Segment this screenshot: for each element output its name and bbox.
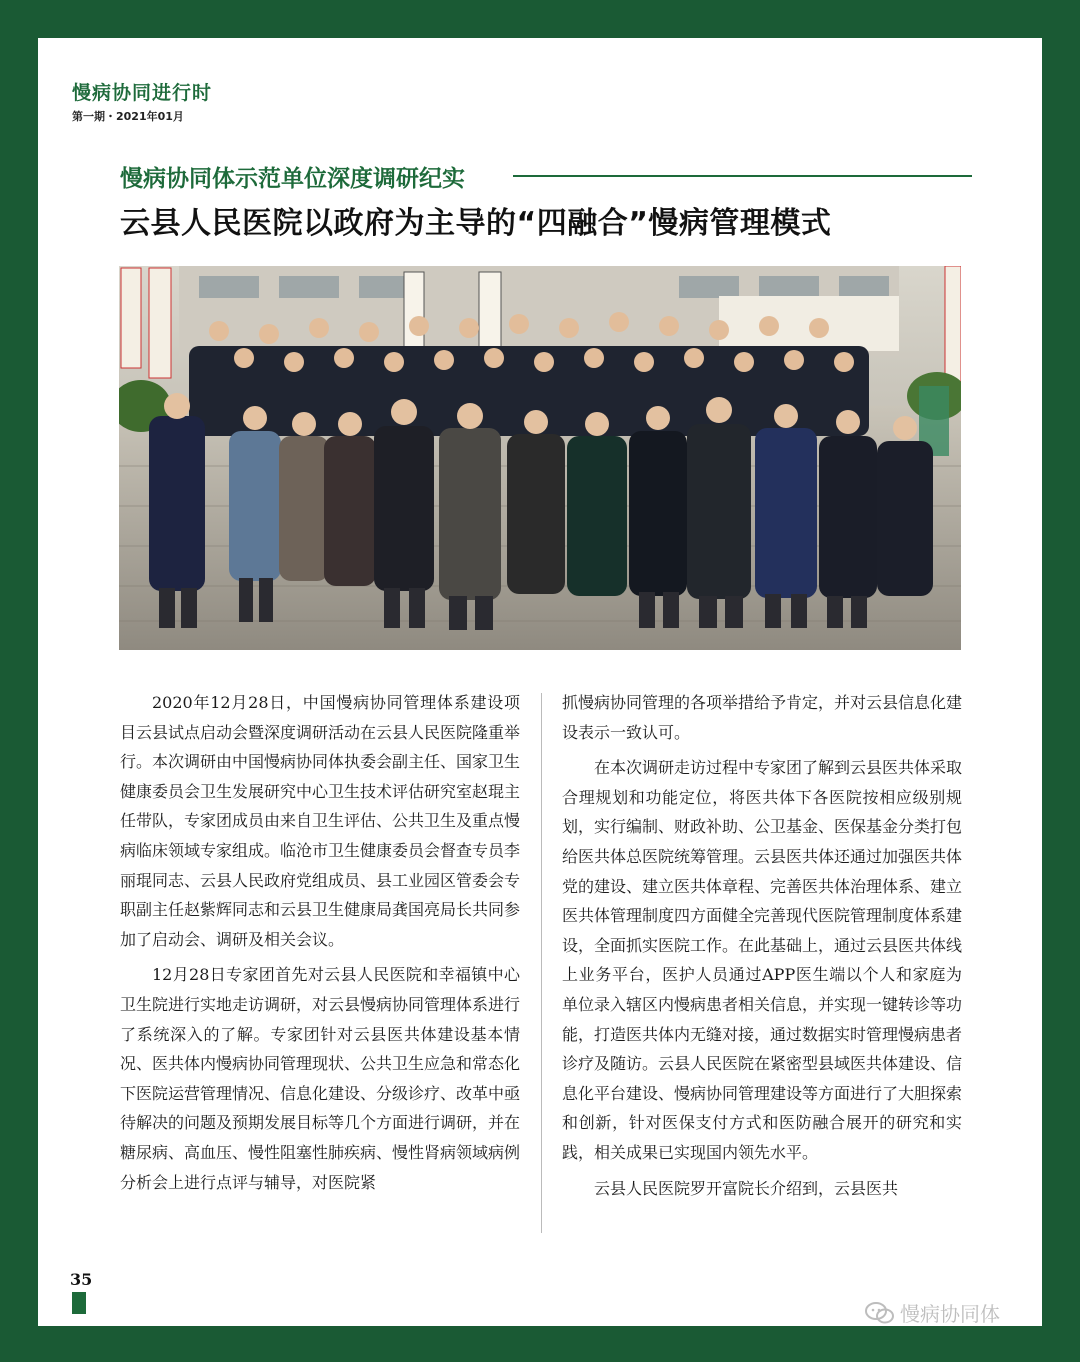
paragraph: 2020年12月28日，中国慢病协同管理体系建设项目云县试点启动会暨深度调研活动在云县人民医院隆重举行。本次调研由中国慢病协同体执委会副主任、国家卫生健康委员会卫生发展研究中心卫生技术评估研究室赵琨主任带队，专家团成员由来自卫生评估、公共卫生及重点慢病临床领域专家组成。临沧市卫生健康委员会督查专员李丽琨同志、云县人民政府党组成员、县工业园区管委会专职副主任赵紫辉同志和云县卫生健康局龚国亮局长共同参加了启动会、调研及相关会议。 xyxy=(120,693,521,949)
paragraph: 云县人民医院罗开富院长介绍到，云县医共 xyxy=(594,1178,899,1198)
subtitle-rule xyxy=(513,175,972,177)
paragraph-continued: 抓慢病协同管理的各项举措给予肯定，并对云县信息化建设表示一致认可。 xyxy=(562,693,963,742)
watermark-text: 慢病协同体 xyxy=(900,1302,1000,1326)
page-number-bar xyxy=(72,1292,86,1314)
article-column-left xyxy=(120,688,520,1203)
article-column-right xyxy=(562,688,962,1209)
paragraph: 12月28日专家团首先对云县人民医院和幸福镇中心卫生院进行实地走访调研，对云县慢病协同管理体系进行了系统深入的了解。专家团针对云县医共体建设基本情况、医共体内慢病协同管理现状、公共卫生应急和常态化下医院运营管理情况、信息化建设、分级诊疗、改革中亟待解决的问题及预期发展目标等几个方面进行调研，并在糖尿病、高血压、慢性阻塞性肺疾病、慢性肾病领域病例分析会上进行点评与辅导，对医院紧 xyxy=(120,965,521,1192)
magazine-page xyxy=(38,38,1042,1326)
watermark xyxy=(864,1298,1000,1327)
magazine-issue: 第一期・2021年01月 xyxy=(72,110,184,123)
article-headline: 云县人民医院以政府为主导的“四融合”慢病管理模式 xyxy=(120,206,832,241)
page-number: 35 xyxy=(70,1270,93,1289)
subtitle-row xyxy=(120,160,972,192)
group-photo xyxy=(119,266,961,650)
column-divider xyxy=(541,693,542,1233)
paragraph: 在本次调研走访过程中专家团了解到云县医共体采取合理规划和功能定位，将医共体下各医院按相应级别规划，实行编制、财政补助、公卫基金、医保基金分类打包给医共体总医院统筹管理。云县医共体还通过加强医共体党的建设、建立医共体章程、完善医共体治理体系、建立医共体管理制度四方面健全完善现代医院管理制度体系建设，全面抓实医院工作。在此基础上，通过云县医共体线上业务平台，医护人员通过APP医生端以个人和家庭为单位录入辖区内慢病患者相关信息，并实现一键转诊等功能，打造医共体内无缝对接，通过数据实时管理慢病患者诊疗及随访。云县人民医院在紧密型县域医共体建设、信息化平台建设、慢病协同管理建设等方面进行了大胆探索和创新，针对医保支付方式和医防融合展开的研究和实践，相关成果已实现国内领先水平。 xyxy=(562,758,963,1162)
article-subtitle: 慢病协同体示范单位深度调研纪实 xyxy=(120,166,465,192)
group-photo-illustration xyxy=(119,266,961,650)
wechat-icon xyxy=(864,1301,896,1325)
magazine-title: 慢病协同进行时 xyxy=(72,82,213,104)
